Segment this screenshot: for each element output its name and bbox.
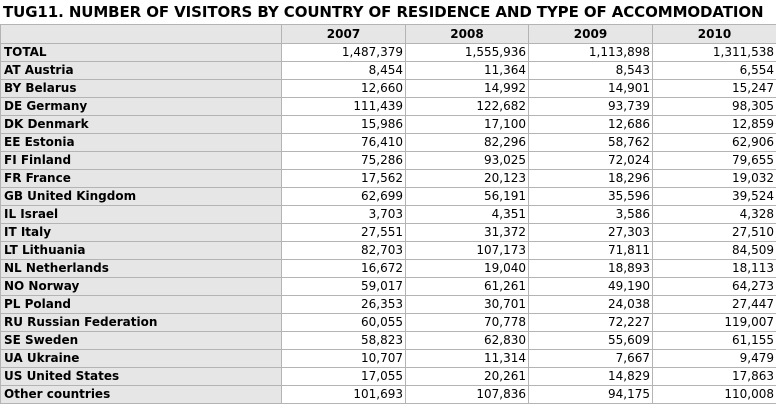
table-row [1,260,776,278]
table-cell: 18,893 [529,260,653,278]
table-row [1,188,776,206]
table-cell: 24,038 [529,296,653,314]
row-label: PL Poland [1,296,282,314]
table-cell: 72,024 [529,152,653,170]
column-header-2010: 2010 [653,25,776,44]
row-label: LT Lithuania [1,242,282,260]
table-cell: 27,551 [282,224,406,242]
table-row [1,368,776,386]
table-cell: 101,693 [282,386,406,404]
row-label: DE Germany [1,98,282,116]
table-row [1,278,776,296]
row-label: FI Finland [1,152,282,170]
table-cell: 19,040 [406,260,529,278]
table-row [1,242,776,260]
row-label: TOTAL [1,44,282,62]
table-cell: 30,701 [406,296,529,314]
table-cell: 26,353 [282,296,406,314]
table-cell: 8,543 [529,62,653,80]
table-row [1,350,776,368]
table-cell: 111,439 [282,98,406,116]
column-header-2007: 2007 [282,25,406,44]
table-cell: 6,554 [653,62,776,80]
row-label: IT Italy [1,224,282,242]
table-cell: 62,830 [406,332,529,350]
table-cell: 110,008 [653,386,776,404]
row-label: NO Norway [1,278,282,296]
table-cell: 58,762 [529,134,653,152]
table-cell: 12,686 [529,116,653,134]
table-row [1,80,776,98]
table-cell: 76,410 [282,134,406,152]
table-cell: 17,863 [653,368,776,386]
table-cell: 27,510 [653,224,776,242]
column-header-2008: 2008 [406,25,529,44]
table-row [1,206,776,224]
table-cell: 14,901 [529,80,653,98]
row-label: SE Sweden [1,332,282,350]
table-cell: 49,190 [529,278,653,296]
table-cell: 39,524 [653,188,776,206]
table-cell: 27,447 [653,296,776,314]
table-row [1,332,776,350]
table-cell: 4,328 [653,206,776,224]
table-cell: 1,113,898 [529,44,653,62]
table-cell: 10,707 [282,350,406,368]
row-label: BY Belarus [1,80,282,98]
table-cell: 122,682 [406,98,529,116]
header-row [1,25,776,44]
row-label: Other countries [1,386,282,404]
table-cell: 15,247 [653,80,776,98]
table-cell: 62,699 [282,188,406,206]
table-cell: 20,261 [406,368,529,386]
table-cell: 3,586 [529,206,653,224]
table-cell: 62,906 [653,134,776,152]
table-row [1,386,776,404]
table-cell: 93,025 [406,152,529,170]
table-cell: 71,811 [529,242,653,260]
table-row [1,152,776,170]
table-cell: 17,100 [406,116,529,134]
table-cell: 3,703 [282,206,406,224]
table-cell: 98,305 [653,98,776,116]
table-cell: 7,667 [529,350,653,368]
table-cell: 20,123 [406,170,529,188]
row-label: GB United Kingdom [1,188,282,206]
table-cell: 82,703 [282,242,406,260]
table-cell: 35,596 [529,188,653,206]
table-cell: 14,829 [529,368,653,386]
table-row [1,98,776,116]
table-cell: 55,609 [529,332,653,350]
table-cell: 93,739 [529,98,653,116]
table-cell: 60,055 [282,314,406,332]
table-cell: 11,364 [406,62,529,80]
table-cell: 1,555,936 [406,44,529,62]
table-cell: 72,227 [529,314,653,332]
table-row [1,170,776,188]
table-cell: 27,303 [529,224,653,242]
table-cell: 59,017 [282,278,406,296]
table-cell: 11,314 [406,350,529,368]
table-cell: 94,175 [529,386,653,404]
row-label: US United States [1,368,282,386]
table-cell: 107,173 [406,242,529,260]
table-body [1,44,776,404]
row-label: NL Netherlands [1,260,282,278]
table-cell: 17,562 [282,170,406,188]
visitors-table [0,24,776,404]
table-row [1,224,776,242]
table-cell: 19,032 [653,170,776,188]
table-cell: 56,191 [406,188,529,206]
table-row [1,134,776,152]
row-label: DK Denmark [1,116,282,134]
table-cell: 18,113 [653,260,776,278]
header-corner [1,25,282,44]
table-cell: 14,992 [406,80,529,98]
table-cell: 58,823 [282,332,406,350]
row-label: FR France [1,170,282,188]
row-label: RU Russian Federation [1,314,282,332]
row-label: IL Israel [1,206,282,224]
table-cell: 70,778 [406,314,529,332]
table-cell: 31,372 [406,224,529,242]
column-header-2009: 2009 [529,25,653,44]
table-row [1,62,776,80]
table-cell: 61,155 [653,332,776,350]
table-cell: 119,007 [653,314,776,332]
row-label: UA Ukraine [1,350,282,368]
table-cell: 1,311,538 [653,44,776,62]
table-row [1,44,776,62]
table-cell: 15,986 [282,116,406,134]
table-cell: 9,479 [653,350,776,368]
table-cell: 16,672 [282,260,406,278]
row-label: AT Austria [1,62,282,80]
table-cell: 107,836 [406,386,529,404]
table-cell: 64,273 [653,278,776,296]
table-cell: 61,261 [406,278,529,296]
table-cell: 84,509 [653,242,776,260]
row-label: EE Estonia [1,134,282,152]
table-row [1,116,776,134]
table-cell: 17,055 [282,368,406,386]
table-cell: 12,660 [282,80,406,98]
table-cell: 18,296 [529,170,653,188]
table-row [1,314,776,332]
table-cell: 75,286 [282,152,406,170]
table-row [1,296,776,314]
table-cell: 12,859 [653,116,776,134]
table-cell: 8,454 [282,62,406,80]
table-cell: 79,655 [653,152,776,170]
table-cell: 1,487,379 [282,44,406,62]
table-cell: 82,296 [406,134,529,152]
table-cell: 4,351 [406,206,529,224]
table-title: TUG11. NUMBER OF VISITORS BY COUNTRY OF RESIDENCE AND TYPE OF ACCOMMODATION [0,0,776,24]
